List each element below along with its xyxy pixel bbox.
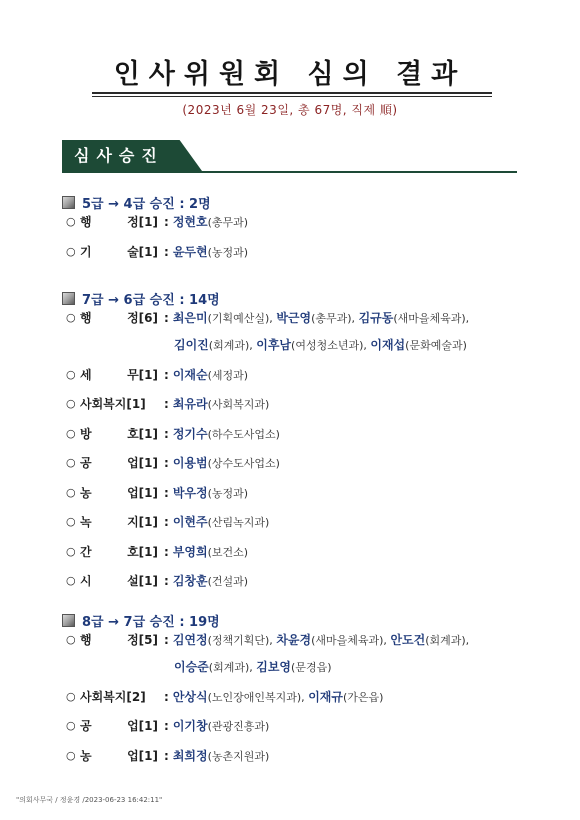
section-bullet-icon [62, 292, 75, 305]
appointee-line-continued [174, 659, 332, 676]
section-bullet-icon [62, 614, 75, 627]
person-name: 이기창 [172, 719, 208, 733]
colon: : [164, 485, 169, 500]
circle-bullet-icon: ○ [66, 719, 76, 732]
footer-stamp: "의회사무국 / 정윤경 /2023-06-23 16:42:11" [16, 796, 163, 804]
department: (세정과) [207, 368, 249, 382]
position-title: 공 업[1] [80, 456, 158, 470]
person-name: 김이진 [174, 338, 209, 352]
circle-bullet-icon: ○ [66, 397, 76, 410]
department: (회계과), [208, 661, 257, 674]
circle-bullet-icon: ○ [66, 574, 76, 587]
section-bullet-icon [62, 196, 75, 209]
department: (상수도사업소) [207, 457, 280, 470]
position-title: 행 정[6] [80, 311, 158, 325]
colon: : [164, 748, 169, 763]
circle-bullet-icon: ○ [66, 633, 76, 646]
circle-bullet-icon: ○ [66, 544, 76, 558]
appointee-line [164, 367, 248, 384]
position-title: 농 업[1] [80, 748, 158, 763]
department: (회계과), [208, 339, 257, 352]
person-name: 윤두현 [172, 244, 208, 259]
appointee-line [164, 485, 248, 502]
department: (보건소) [207, 545, 249, 559]
person-name: 이재순 [172, 367, 208, 382]
person-name: 정기수 [172, 426, 208, 441]
colon: : [164, 719, 169, 733]
appointee-line [164, 514, 269, 531]
position-title: 세 무[1] [80, 367, 158, 382]
colon: : [164, 397, 169, 411]
title-underline [92, 92, 492, 94]
department: (하수도사업소) [207, 427, 280, 441]
appointee-line [164, 244, 248, 261]
person-name: 김규동 [358, 311, 394, 325]
department: (문화예술과) [405, 339, 467, 352]
appointee-line [164, 396, 269, 413]
appointee-line [164, 310, 469, 327]
document-subtitle: (2023년 6월 23일, 총 67명, 직제 順) [182, 103, 398, 117]
section-heading-text: 8급 → 7급 승진 : 19명 [82, 615, 220, 630]
department: (가은읍) [342, 690, 384, 704]
appointee-line [164, 573, 248, 590]
section-banner [62, 140, 517, 174]
circle-bullet-icon: ○ [66, 244, 76, 258]
position-title: 사회복지[1] [80, 397, 146, 411]
colon: : [164, 574, 169, 588]
section-heading-text: 5급 → 4급 승진 : 2명 [82, 197, 211, 212]
department: (사회복지과) [207, 398, 270, 411]
department: (정책기획단), [207, 634, 277, 647]
circle-bullet-icon: ○ [66, 485, 76, 499]
title-underline-thin [92, 96, 492, 97]
circle-bullet-icon: ○ [66, 748, 76, 762]
appointee-line [164, 426, 280, 443]
department: (산림녹지과) [207, 516, 270, 529]
colon: : [164, 311, 169, 325]
person-name: 최희정 [172, 748, 208, 763]
position-title: 행 정[1] [80, 215, 158, 229]
person-name: 박우정 [172, 485, 208, 500]
appointee-line-continued [174, 337, 467, 354]
position-title: 행 정[5] [80, 633, 158, 647]
colon: : [164, 515, 169, 529]
colon: : [164, 426, 169, 441]
position-title: 기 술[1] [80, 244, 158, 259]
position-title: 공 업[1] [80, 719, 158, 733]
colon: : [164, 215, 169, 229]
department: (관광진흥과) [207, 720, 270, 733]
colon: : [164, 456, 169, 470]
department: (문경읍) [291, 661, 332, 674]
circle-bullet-icon: ○ [66, 367, 76, 381]
appointee-line [164, 214, 248, 231]
colon: : [164, 244, 169, 259]
person-name: 이승준 [174, 660, 209, 674]
department: (건설과) [207, 575, 249, 588]
position-title: 시 설[1] [80, 574, 158, 588]
appointee-line [164, 748, 269, 765]
person-name: 부영희 [172, 544, 208, 559]
section-heading-text: 7급 → 6급 승진 : 14명 [82, 293, 220, 308]
person-name: 김보영 [256, 660, 292, 674]
position-title: 농 업[1] [80, 485, 158, 500]
section-heading [62, 611, 220, 630]
person-name: 이현주 [172, 515, 208, 529]
banner-rule [62, 171, 517, 173]
department: (노인장애인복지과), [207, 690, 309, 704]
person-name: 박근영 [276, 311, 312, 325]
colon: : [164, 544, 169, 559]
banner-label: 심사승진 [74, 146, 164, 165]
department: (새마을체육과), [393, 312, 470, 325]
appointee-line [164, 689, 383, 706]
department: (농촌지원과) [207, 749, 270, 763]
department: (농정과) [207, 245, 249, 259]
person-name: 최유라 [172, 397, 208, 411]
person-name: 이재섭 [370, 338, 406, 352]
person-name: 이후남 [256, 338, 292, 352]
department: (새마을체육과), [311, 634, 391, 647]
document-title: 인사위원회 심의 결과 [113, 59, 467, 90]
circle-bullet-icon: ○ [66, 426, 76, 440]
circle-bullet-icon: ○ [66, 215, 76, 228]
circle-bullet-icon: ○ [66, 515, 76, 528]
person-name: 정현호 [172, 215, 208, 229]
appointee-line [164, 718, 269, 735]
section-heading [62, 289, 220, 308]
person-name: 김창훈 [172, 574, 208, 588]
person-name: 최은미 [172, 311, 208, 325]
person-name: 김연정 [172, 633, 208, 647]
department: (여성청소년과), [291, 339, 371, 352]
section-heading [62, 193, 211, 212]
appointee-line [164, 455, 280, 472]
appointee-line [164, 544, 248, 561]
appointee-line [164, 632, 469, 649]
person-name: 이재규 [308, 689, 343, 704]
person-name: 안상식 [172, 689, 208, 704]
department: (총무과) [207, 216, 249, 229]
position-title: 사회복지[2] [80, 689, 146, 704]
circle-bullet-icon: ○ [66, 456, 76, 469]
position-title: 녹 지[1] [80, 515, 158, 529]
circle-bullet-icon: ○ [66, 311, 76, 324]
person-name: 이용범 [172, 456, 208, 470]
colon: : [164, 689, 169, 704]
colon: : [164, 367, 169, 382]
department: (회계과), [425, 634, 470, 647]
department: (기획예산실), [207, 312, 277, 325]
department: (농정과) [207, 486, 249, 500]
position-title: 방 호[1] [80, 426, 158, 441]
person-name: 차윤경 [276, 633, 312, 647]
position-title: 간 호[1] [80, 544, 158, 559]
circle-bullet-icon: ○ [66, 689, 76, 703]
department: (총무과), [311, 312, 359, 325]
person-name: 안도건 [390, 633, 426, 647]
colon: : [164, 633, 169, 647]
